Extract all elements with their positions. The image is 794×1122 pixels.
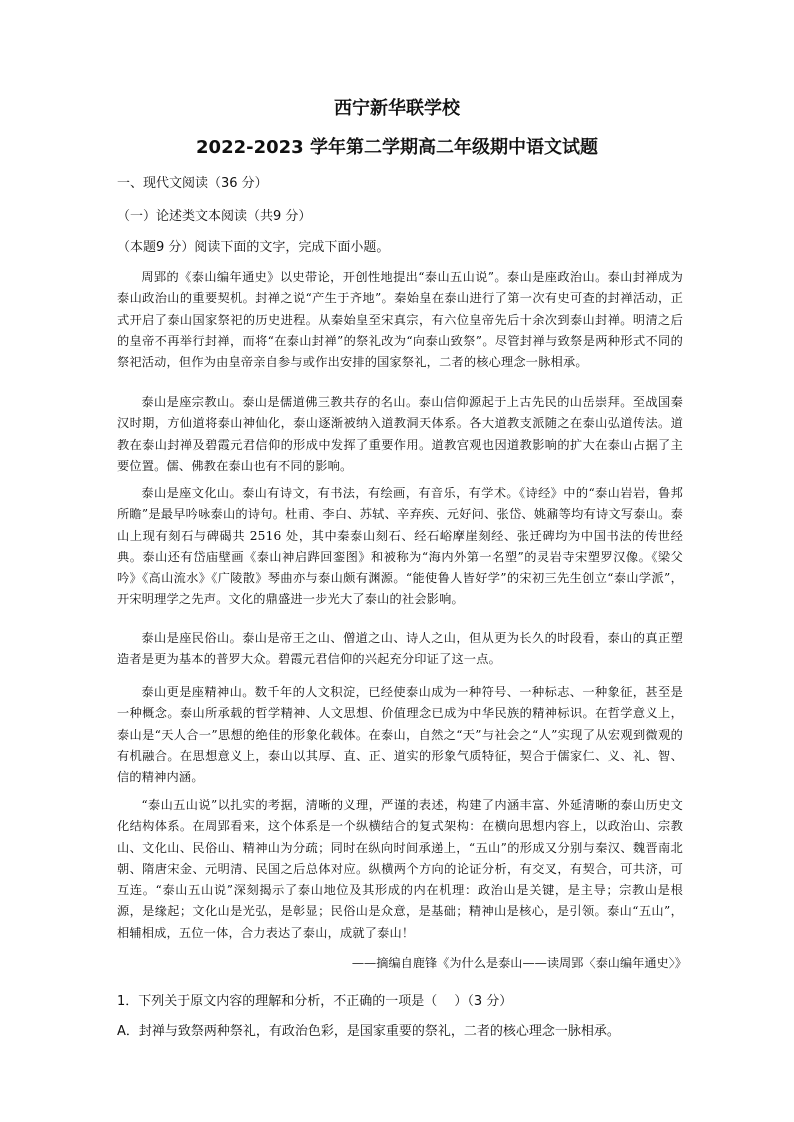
passage-paragraph-4: 泰山是座民俗山。泰山是帝王之山、僧道之山、诗人之山，但从更为长久的时段看，泰山的真正塑造者是更为基本的普罗大众。碧霞元君信仰的兴起充分印证了这一点。 bbox=[117, 631, 683, 667]
section-heading: 一、现代文阅读（36 分） bbox=[117, 176, 268, 191]
passage-paragraph-2: 泰山是座宗教山。泰山是儒道佛三教共存的名山。泰山信仰源起于上古先民的山岳崇拜。至战国秦汉时期，方仙道将泰山神仙化，泰山逐渐被纳入道教洞天体系。各大道教支派随之在泰山弘道传法。道教在泰山封禅及碧霞元君信仰的形成中发挥了重要作用。道教宫观也因道教影响的扩大在泰山占据了主要位置。儒、佛教在泰山也有不同的影响。 bbox=[117, 395, 683, 473]
passage-paragraph-3: 泰山是座文化山。泰山有诗文，有书法，有绘画，有音乐，有学术。《诗经》中的“泰山岩岩，鲁邦所瞻”是最早吟咏泰山的诗句。杜甫、李白、苏轼、辛弃疾、元好问、张岱、姚鼐等均有诗文写泰山。泰山上现有刻石与碑碣共 2516 处，其中秦泰山刻石、经石峪摩崖刻经、张迁碑均为中国书法的传世经典。泰山还有岱庙壁画《泰山神启跸回銮图》和被称为“海内外第一名塑”的灵岩寺宋塑罗汉像。《梁父吟》《高山流水》《广陵散》琴曲亦与泰山颇有渊源。“能使鲁人皆好学”的宋初三先生创立“泰山学派”，开宋明理学之先声。文化的鼎盛进一步光大了泰山的社会影响。 bbox=[117, 486, 683, 607]
passage-paragraph-6: “泰山五山说”以扎实的考据，清晰的义理，严谨的表述，构建了内涵丰富、外延清晰的泰山历史文化结构体系。在周郢看来，这个体系是一个纵横结合的复式架构：在横向思想内容上，以政治山、宗教山、文化山、民俗山、精神山为分疏；同时在纵向时间承递上，“五山”的形成又分别与秦汉、魏晋南北朝、隋唐宋金、元明清、民国之后总体对应。纵横两个方向的论证分析，有交叉，有契合，可共济，可互连。“泰山五山说”深刻揭示了泰山地位及其形成的内在机理：政治山是关键，是主导；宗教山是根源，是缘起；文化山是光弘，是彰显；民俗山是众意，是基础；精神山是核心，是引领。泰山“五山”，相辅相成，五位一体，合力表达了泰山，成就了泰山！ bbox=[117, 798, 683, 940]
exam-title: 2022-2023 学年第二学期高二年级期中语文试题 bbox=[196, 137, 598, 158]
question-1: 1．下列关于原文内容的理解和分析，不正确的一项是（ ）（3 分） bbox=[117, 994, 513, 1009]
passage-source: ——摘编自鹿锋《为什么是泰山——读周郢〈泰山编年通史〉》 bbox=[351, 956, 687, 970]
school-name: 西宁新华联学校 bbox=[334, 98, 460, 119]
passage-paragraph-5: 泰山更是座精神山。数千年的人文积淀，已经使泰山成为一种符号、一种标志、一种象征，甚至是一种概念。泰山所承载的哲学精神、人文思想、价值理念已成为中华民族的精神标识。在哲学意义上，泰山是“天人合一”思想的绝佳的形象化载体。在泰山，自然之“天”与社会之“人”实现了从宏观到微观的有机融合。在思想意义上，泰山以其厚、直、正、道实的形象气质特征，契合于儒家仁、义、礼、智、信的精神内涵。 bbox=[117, 685, 683, 785]
question-1-option-a: A．封禅与致祭两种祭礼，有政治色彩，是国家重要的祭礼，二者的核心理念一脉相承。 bbox=[117, 1024, 620, 1039]
passage-paragraph-1: 周郢的《泰山编年通史》以史带论，开创性地提出“泰山五山说”。泰山是座政治山。泰山封禅成为泰山政治山的重要契机。封禅之说“产生于齐地”。秦始皇在泰山进行了第一次有史可查的封禅活动，正式开启了泰山国家祭祀的历史进程。从秦始皇至宋真宗，有六位皇帝先后十余次到泰山封禅。明清之后的皇帝不再举行封禅，而将“在泰山封禅”的祭礼改为“向泰山致祭”。尽管封禅与致祭是两种形式不同的祭祀活动，但作为由皇帝亲自参与或作出安排的国家祭礼，二者的核心理念一脉相承。 bbox=[117, 270, 683, 370]
instruction-text: （本题9 分）阅读下面的文字，完成下面小题。 bbox=[117, 240, 390, 255]
subsection-heading: （一）论述类文本阅读（共9 分） bbox=[117, 209, 312, 224]
